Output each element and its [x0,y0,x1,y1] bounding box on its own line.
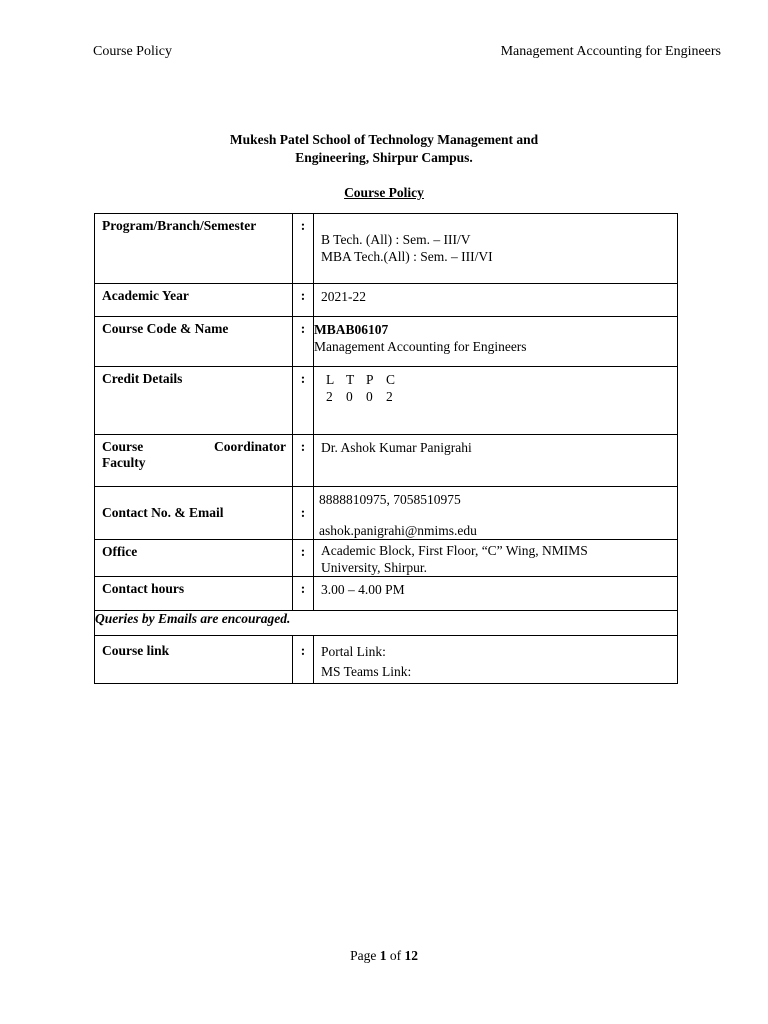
coordinator-label-line-2: Faculty [102,455,146,470]
program-line-1: B Tech. (All) : Sem. – III/V [321,232,471,247]
credit-header-t: T [346,372,355,387]
table-row-program [95,214,678,284]
separator: : [293,435,314,487]
page-of: of [389,948,402,963]
contact-hours-value: 3.00 – 4.00 PM [314,577,678,611]
page-total: 12 [404,948,418,963]
credit-header-p: P [366,372,374,387]
contact-email: ashok.panigrahi@nmims.edu [319,523,477,538]
contact-hours-label: Contact hours [95,577,293,611]
table-row-queries [95,611,678,636]
institution-title [0,131,768,167]
separator: : [293,636,314,684]
table-row-coordinator [95,435,678,487]
table-row-course [95,317,678,367]
table-row-contact [95,487,678,540]
separator: : [293,540,314,577]
institution-line-2: Engineering, Shirpur Campus. [295,150,473,165]
contact-phones: 8888810975, 7058510975 [319,492,461,507]
credit-header-l: L [326,372,335,387]
course-value [314,317,678,367]
credit-label: Credit Details [95,367,293,435]
table-row-office [95,540,678,577]
ms-teams-link[interactable]: MS Teams Link: [321,664,412,679]
coordinator-label-line-1 [102,439,292,455]
credit-value-p: 0 [366,389,373,404]
page-prefix: Page [350,948,377,963]
office-line-1: Academic Block, First Floor, “C” Wing, NMIMS [321,543,588,558]
credit-value-l: 2 [326,389,333,404]
page-current: 1 [379,948,387,963]
table-row-academic-year [95,284,678,317]
header-right-text: Management Accounting for Engineers [500,44,721,59]
course-code: MBAB06107 [314,322,389,337]
credit-value [314,367,678,435]
program-line-2: MBA Tech.(All) : Sem. – III/VI [321,249,493,264]
office-label: Office [95,540,293,577]
credit-header-row [321,371,677,388]
header-left-text: Course Policy [93,44,172,59]
separator: : [293,367,314,435]
contact-label: Contact No. & Email [95,487,293,540]
page-number [0,948,768,964]
separator: : [293,317,314,367]
separator: : [293,487,314,540]
queries-note: Queries by Emails are encouraged. [95,611,678,636]
course-policy-table [94,213,678,684]
program-value [314,214,678,284]
table-row-credit [95,367,678,435]
coordinator-value: Dr. Ashok Kumar Panigrahi [314,435,678,487]
academic-year-value: 2021-22 [314,284,678,317]
portal-link[interactable]: Portal Link: [321,644,386,659]
contact-value [314,487,678,540]
separator: : [293,214,314,284]
table-row-contact-hours [95,577,678,611]
credit-value-row [321,388,677,405]
course-name: Management Accounting for Engineers [314,339,527,354]
course-link-label: Course link [95,636,293,684]
credit-value-c: 2 [386,389,393,404]
course-label: Course Code & Name [95,317,293,367]
academic-year-label: Academic Year [95,284,293,317]
separator: : [293,577,314,611]
credit-value-t: 0 [346,389,353,404]
coordinator-label-word-1: Course [102,439,144,454]
institution-line-1: Mukesh Patel School of Technology Management and [229,132,539,147]
separator: : [293,284,314,317]
program-label: Program/Branch/Semester [95,214,293,284]
course-link-value [314,636,678,684]
credit-header-c: C [386,372,396,387]
table-row-course-link [95,636,678,684]
office-line-2: University, Shirpur. [321,560,427,575]
office-value [314,540,678,577]
coordinator-label-word-2: Coordinator [214,439,286,454]
coordinator-label [95,435,293,487]
document-title: Course Policy [344,185,424,200]
